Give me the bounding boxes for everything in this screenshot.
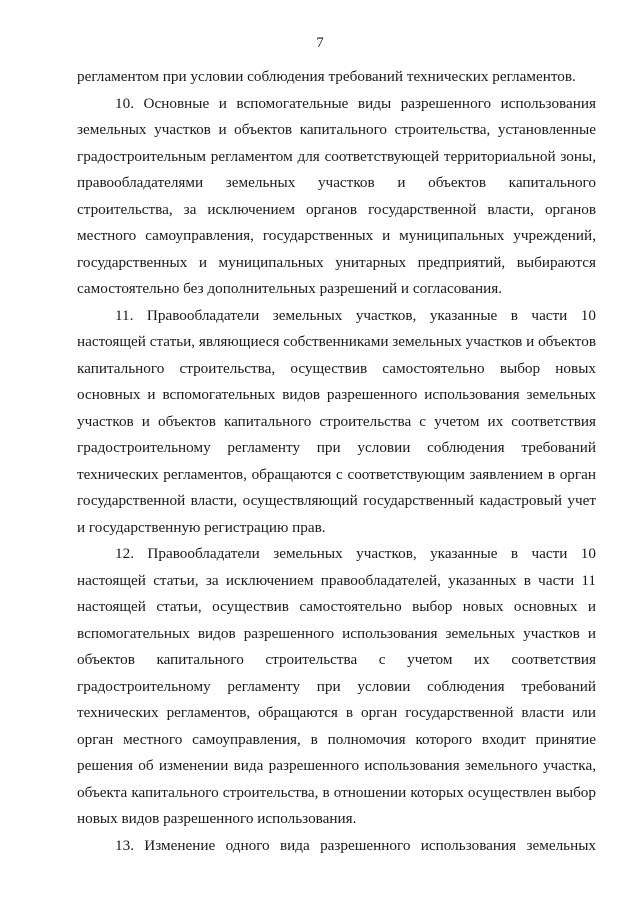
document-body <box>77 64 596 859</box>
page-number: 7 <box>316 35 324 51</box>
paragraph-continuation: регламентом при условии соблюдения требований технических регламентов. <box>77 68 576 85</box>
paragraph-12: 12. Правообладатели земельных участков, указанные в части 10 настоящей статьи, за исключением правообладателей, указанных в части 11 настоящей статьи, осуществив самостоятельно выбор новых основных и вспомогательных видов разрешенного использования земельных участков и объектов капитального строительства с учетом их соответствия градостроительному регламенту при условии соблюдения требований технических регламентов, обращаются в орган государственной власти или орган местного самоуправления, в полномочия которого входит принятие решения об изменении вида разрешенного использования земельного участка, объекта капитального строительства, в отношении которых осуществлен выбор новых видов разрешенного использования. <box>77 545 596 827</box>
paragraph-11: 11. Правообладатели земельных участков, указанные в части 10 настоящей статьи, являющиеся собственниками земельных участков и объектов капитального строительства, осуществив самостоятельно выбор новых основных и вспомогательных видов разрешенного использования земельных участков и объектов капитального строительства с учетом их соответствия градостроительному регламенту при условии соблюдения требований технических регламентов, обращаются с соответствующим заявлением в орган государственной власти, осуществляющий государственный кадастровый учет и государственную регистрацию прав. <box>77 306 596 536</box>
paragraph-13: 13. Изменение одного вида разрешенного использования земельных <box>115 836 596 854</box>
paragraph-10: 10. Основные и вспомогательные виды разрешенного использования земельных участков и объектов капитального строительства, установленные градостроительным регламентом для соответствующей территориальной зоны, правообладателями земельных участков и объектов капитального строительства, за исключением органов государственной власти, органов местного самоуправления, государственных и муниципальных учреждений, государственных и муниципальных унитарных предприятий, выбираются самостоятельно без дополнительных разрешений и согласования. <box>77 94 596 297</box>
